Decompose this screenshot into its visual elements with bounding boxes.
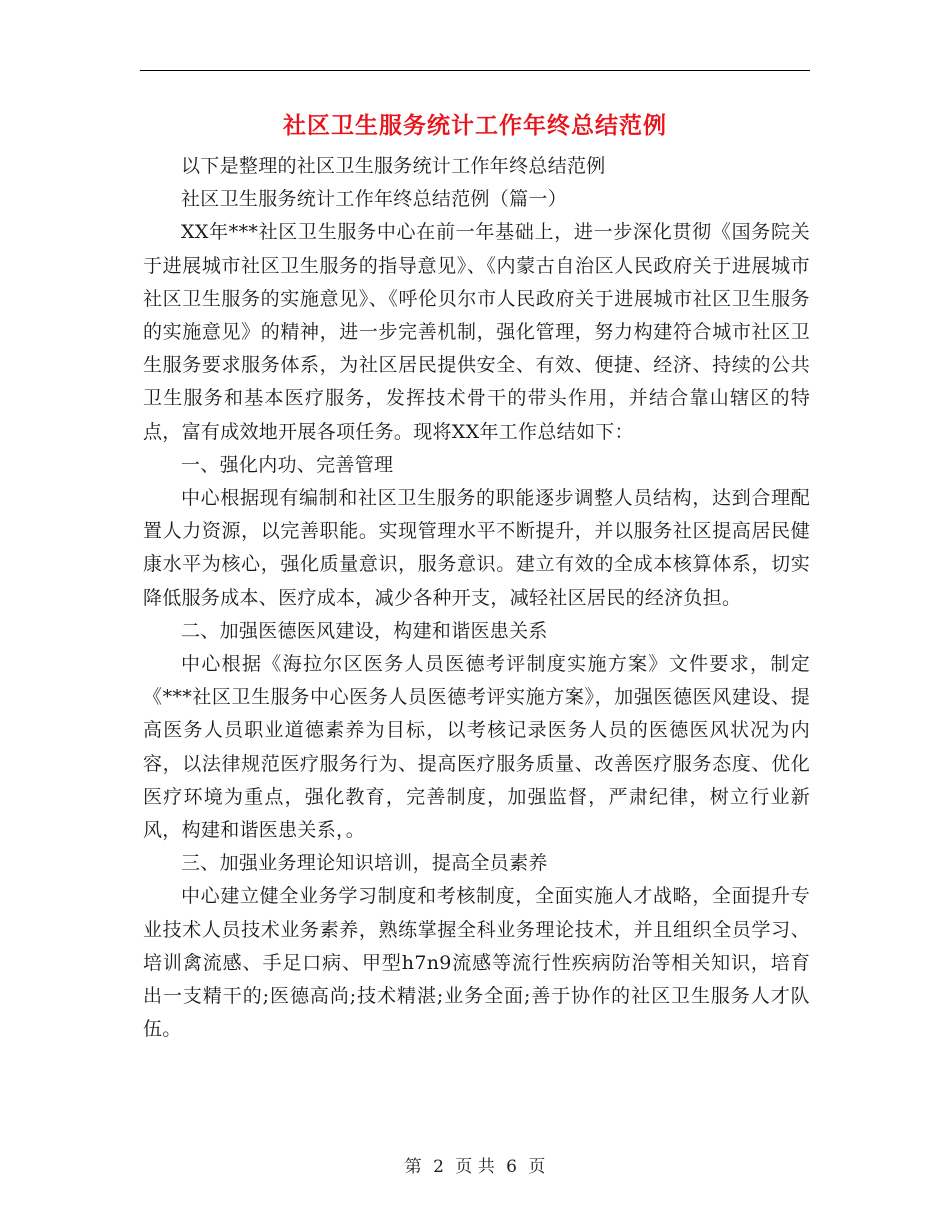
header-rule xyxy=(140,70,810,71)
footer-mid: 页 共 xyxy=(455,1157,495,1177)
body-paragraph: 中心根据《海拉尔区医务人员医德考评制度实施方案》文件要求，制定《***社区卫生服务中心医务人员医德考评实施方案》，加强医德医风建设、提高医务人员职业道德素养为目标，以考核记录医务人员的医德医风状况为内容，以法律规范医疗服务行为、提高医疗服务质量、改善医疗服务态度、优化医疗环境为重点，强化教育，完善制度，加强监督，严肃纪律，树立行业新风，构建和谐医患关系，。 xyxy=(143,653,810,842)
section-heading-part1: 社区卫生服务统计工作年终总结范例（篇一） xyxy=(181,188,568,211)
document-title: 社区卫生服务统计工作年终总结范例 xyxy=(283,112,667,139)
subheading-2: 二、加强医德医风建设，构建和谐医患关系 xyxy=(181,619,548,642)
footer-prefix: 第 xyxy=(404,1157,422,1177)
page-footer xyxy=(0,1152,950,1177)
intro-line: 以下是整理的社区卫生服务统计工作年终总结范例 xyxy=(181,155,606,177)
subheading-3: 三、加强业务理论知识培训，提高全员素养 xyxy=(181,852,548,875)
footer-suffix: 页 xyxy=(528,1157,546,1177)
footer-total-pages: 6 xyxy=(506,1157,517,1177)
body-paragraph: 中心建立健全业务学习制度和考核制度，全面实施人才战略，全面提升专业技术人员技术业务素养，熟练掌握全科业务理论技术，并且组织全员学习、培训禽流感、手足口病、甲型h7n9流感等流行性疾病防治等相关知识，培育出一支精干的;医德高尚;技术精湛;业务全面;善于协作的社区卫生服务人才队伍。 xyxy=(143,885,810,1041)
body-paragraph: XX年***社区卫生服务中心在前一年基础上，进一步深化贯彻《国务院关于进展城市社区卫生服务的指导意见》、《内蒙古自治区人民政府关于进展城市社区卫生服务的实施意见》、《呼伦贝尔市人民政府关于进展城市社区卫生服务的实施意见》的精神，进一步完善机制，强化管理，努力构建符合城市社区卫生服务要求服务体系，为社区居民提供安全、有效、便捷、经济、持续的公共卫生服务和基本医疗服务，发挥技术骨干的带头作用，并结合靠山辖区的特点，富有成效地开展各项任务。现将XX年工作总结如下： xyxy=(143,221,810,443)
document-body xyxy=(143,150,810,1046)
subheading-1: 一、强化内功、完善管理 xyxy=(181,453,394,476)
footer-page-number: 2 xyxy=(433,1157,444,1177)
body-paragraph: 中心根据现有编制和社区卫生服务的职能逐步调整人员结构，达到合理配置人力资源，以完善职能。实现管理水平不断提升，并以服务社区提高居民健康水平为核心，强化质量意识，服务意识。建立有效的全成本核算体系，切实降低服务成本、医疗成本，减少各种开支，减轻社区居民的经济负担。 xyxy=(143,487,810,609)
